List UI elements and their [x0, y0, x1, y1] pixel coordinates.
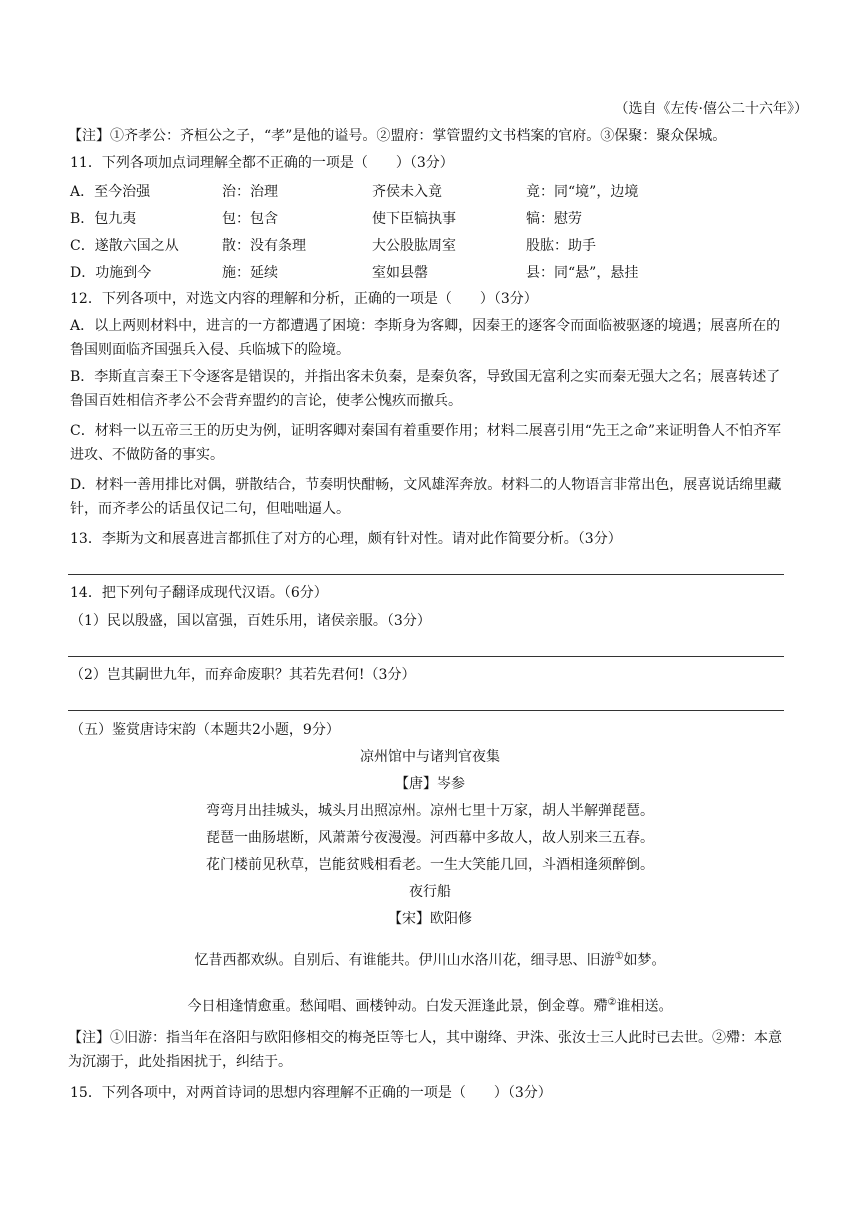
- q14-stem: 14．把下列句子翻译成现代汉语。（6分）: [70, 585, 328, 601]
- answer-line-14-1[interactable]: [68, 656, 784, 657]
- q12-stem: 12．下列各项中，对选文内容的理解和分析，正确的一项是（ ）（3分）: [70, 291, 538, 307]
- poem2-line-1: [0, 948, 860, 970]
- poem2-title: 夜行船: [409, 884, 451, 900]
- q11-option-cell: 治：治理: [222, 184, 278, 200]
- poem1-line-3: 花门楼前见秋草，岂能贫贱相看老。一生大笑能几回，斗酒相逢须醉倒。: [206, 857, 654, 873]
- poem1-line-1: 弯弯月出挂城头，城头月出照凉州。凉州七里十万家，胡人半解弹琵琶。: [206, 803, 654, 819]
- q11-option-cell: 齐侯未入竟: [372, 184, 442, 200]
- q11-option-cell: D．功施到今: [70, 265, 152, 281]
- q11-option-cell: 室如县罄: [372, 265, 428, 281]
- answer-line-14-2[interactable]: [68, 710, 784, 711]
- poem1-title: 凉州馆中与诸判官夜集: [360, 749, 500, 765]
- q12-option-b: B．李斯直言秦王下令逐客是错误的，并指出客未负秦，是秦负客，导致国无富利之实而秦无强大之名；展喜转述了鲁国百姓相信齐孝公不会背弃盟约的言论，使孝公愧疚而撤兵。: [70, 369, 781, 409]
- q11-option-cell: C．遂散六国之从: [70, 238, 179, 254]
- q11-option-cell: B．包九夷: [70, 211, 137, 227]
- q11-option-cell: 竟：同“境”，边境: [526, 184, 639, 200]
- q15-stem: 15．下列各项中，对两首诗词的思想内容理解不正确的一项是（ ）（3分）: [70, 1085, 552, 1101]
- poem2-line-1-text: 忆昔西都欢纵。自别后、有谁能共。伊川山水洛川花，细寻思、旧游: [194, 952, 615, 969]
- q11-option-cell: 犒：慰劳: [526, 211, 582, 227]
- q12-option-c: C．材料一以五帝三王的历史为例，证明客卿对秦国有着重要作用；材料二展喜引用“先王之命”来证明鲁人不怕齐军进攻、不做防备的事实。: [70, 423, 782, 463]
- q11-stem: 11．下列各项加点词理解全都不正确的一项是（ ）（3分）: [70, 155, 454, 171]
- q13-stem: 13．李斯为文和展喜进言都抓住了对方的心理，颇有针对性。请对此作简要分析。（3分）: [70, 531, 622, 547]
- q12-option-a: A．以上两则材料中，进言的一方都遭遇了困境：李斯身为客卿，因秦王的逐客令而面临被驱逐的境遇；展喜所在的鲁国则面临齐国强兵入侵、兵临城下的险境。: [70, 318, 781, 358]
- q11-option-cell: 股肱：助手: [526, 238, 596, 254]
- note-1: 【注】①齐孝公：齐桓公之子，“孝”是他的谥号。②盟府：掌管盟约文书档案的官府。③保聚：聚众保城。: [68, 128, 727, 144]
- source-citation: （选自《左传·僖公二十六年》）: [614, 101, 808, 117]
- poem2-line-2-end: 谁相送。: [616, 998, 673, 1015]
- poem1-author: 【唐】岑参: [395, 776, 465, 792]
- q11-option-cell: A．至今治强: [70, 184, 151, 200]
- q14-sentence-2: （2）岂其嗣世九年，而弃命废职？其若先君何!（3分）: [70, 667, 416, 683]
- footnote-marker-1: ①: [614, 951, 624, 962]
- q11-option-cell: 包：包含: [222, 211, 278, 227]
- poem2-line-2: [0, 994, 860, 1016]
- poem1-line-2: 琵琶一曲肠堪断，风萧萧兮夜漫漫。河西幕中多故人，故人别来三五春。: [206, 830, 654, 846]
- q12-option-d: D．材料一善用排比对偶，骈散结合，节奏明快酣畅，文风雄浑奔放。材料二的人物语言非常出色，展喜说话绵里藏针，而齐孝公的话虽仅记二句，但咄咄逼人。: [70, 477, 782, 517]
- q11-option-cell: 大公股肱周室: [372, 238, 456, 254]
- footnote-marker-2: ②: [607, 997, 617, 1008]
- q11-option-cell: 县：同“悬”，悬挂: [526, 265, 639, 281]
- q11-option-cell: 施：延续: [222, 265, 278, 281]
- q11-option-cell: 散：没有条理: [222, 238, 306, 254]
- note-2: 【注】①旧游：指当年在洛阳与欧阳修相交的梅尧臣等七人，其中谢绛、尹洙、张汝士三人此时已去世。②殢：本意为沉溺于，此处指困扰于，纠结于。: [68, 1030, 782, 1070]
- q11-option-cell: 使下臣犒执事: [372, 211, 456, 227]
- poem2-line-2-text: 今日相逢情愈重。愁闻唱、画楼钟动。白发天涯逢此景，倒金尊。殢: [187, 998, 608, 1015]
- section-5-heading: （五）鉴赏唐诗宋韵（本题共2小题，9分）: [70, 722, 340, 738]
- poem2-author: 【宋】欧阳修: [388, 911, 472, 927]
- poem2-line-1-end: 如梦。: [623, 952, 666, 969]
- answer-line-13[interactable]: [68, 574, 784, 575]
- q14-sentence-1: （1）民以殷盛，国以富强，百姓乐用，诸侯亲服。（3分）: [70, 613, 431, 629]
